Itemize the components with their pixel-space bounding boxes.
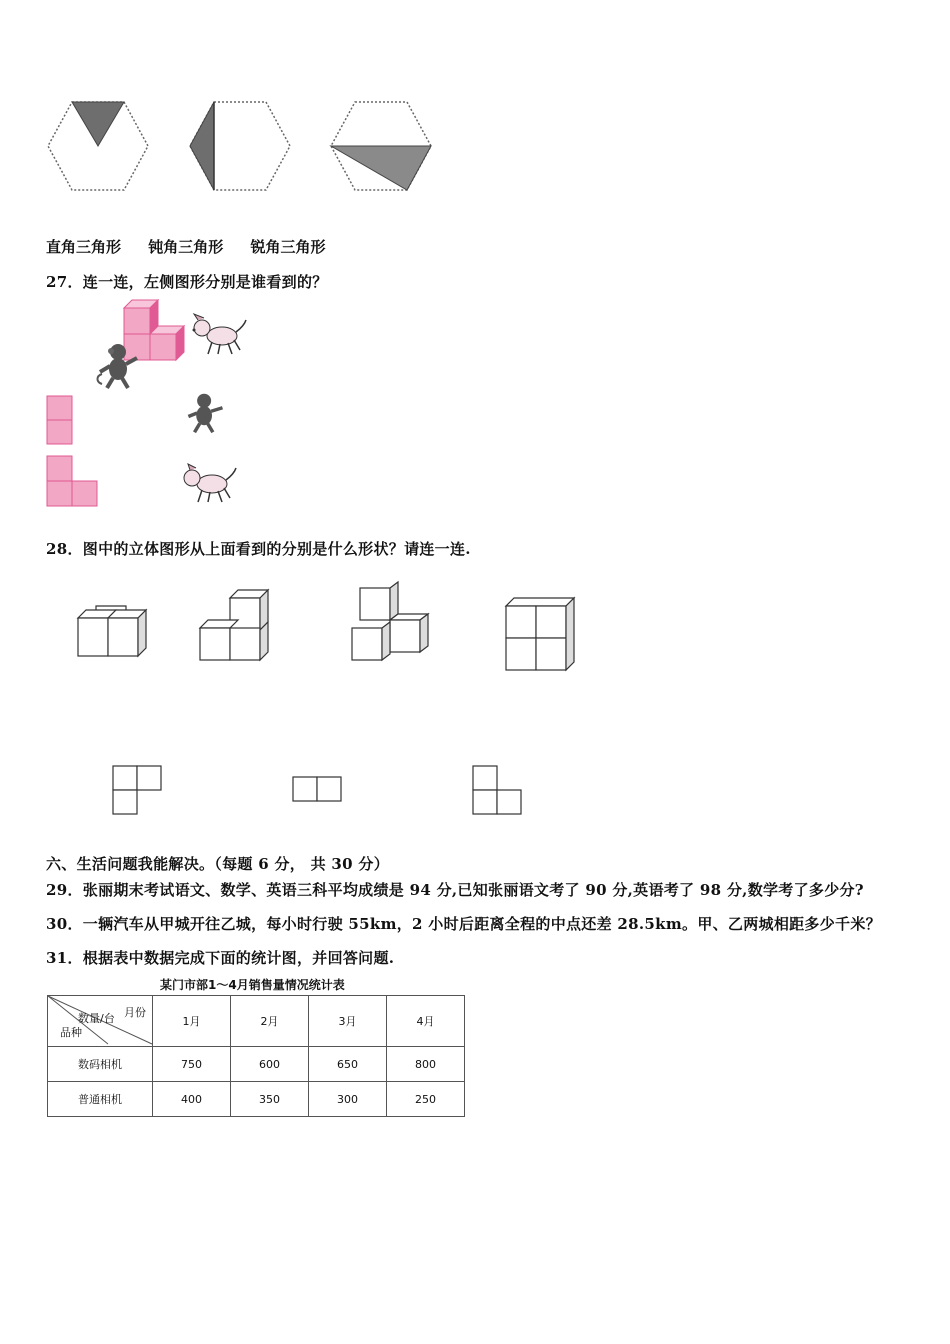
label-obtuse-triangle: 钝角三角形	[148, 238, 224, 256]
hexagon-right-triangle-figure	[46, 100, 150, 192]
row-label: 数码相机	[48, 1047, 153, 1082]
solid-figure-4	[504, 596, 580, 672]
table-cell: 650	[309, 1047, 387, 1082]
corner-month-label: 月份	[124, 1006, 146, 1019]
hexagon-acute-triangle-figure	[329, 100, 433, 192]
table-title: 某门市部1～4月销售量情况统计表	[160, 978, 345, 992]
top-view-option-3	[472, 765, 524, 815]
corner-qty-label: 数量/台	[78, 1012, 115, 1025]
view-vertical-two-squares	[46, 395, 74, 445]
q31-text: 31．根据表中数据完成下面的统计图，并回答问题.	[46, 949, 395, 967]
view-l-shape-squares	[46, 455, 100, 507]
q27-text: 27．连一连，左侧图形分别是谁看到的？	[46, 273, 328, 291]
q29-text: 29．张丽期末考试语文、数学、英语三科平均成绩是 94 分,已知张丽语文考了 90 分,英语考了 98 分,数学考了多少分?	[46, 881, 864, 899]
solid-figure-2	[198, 586, 272, 664]
monkey-icon-option	[182, 392, 228, 434]
solid-figure-1	[76, 604, 150, 660]
top-view-option-1	[112, 765, 164, 815]
q30-text: 30．一辆汽车从甲城开往乙城，每小时行驶 55km，2 小时后距离全程的中点还差 28.5km。甲、乙两城相距多少千米？	[46, 915, 881, 933]
hexagon-obtuse-triangle-figure	[188, 100, 292, 192]
table-cell: 750	[153, 1047, 231, 1082]
monkey-icon	[94, 342, 140, 390]
month-header: 4月	[387, 996, 465, 1047]
table-cell: 250	[387, 1082, 465, 1117]
q28-text: 28．图中的立体图形从上面看到的分别是什么形状？请连一连.	[46, 540, 471, 558]
table-cell: 400	[153, 1082, 231, 1117]
dog-icon-option	[180, 462, 240, 506]
month-header: 1月	[153, 996, 231, 1047]
corner-kind-label: 品种	[60, 1026, 82, 1039]
table-cell: 600	[231, 1047, 309, 1082]
table-cell: 350	[231, 1082, 309, 1117]
dog-icon	[190, 312, 250, 356]
section6-heading: 六、生活问题我能解决。（每题 6 分， 共 30 分）	[46, 855, 390, 873]
table-row	[48, 1047, 465, 1082]
top-view-option-2	[292, 776, 344, 804]
label-acute-triangle: 锐角三角形	[250, 238, 326, 256]
table-cell: 300	[309, 1082, 387, 1117]
table-cell: 800	[387, 1047, 465, 1082]
triangle-labels	[46, 236, 348, 257]
table-row	[48, 1082, 465, 1117]
table-corner-cell	[48, 996, 153, 1047]
row-label: 普通相机	[48, 1082, 153, 1117]
solid-figure-3	[350, 582, 434, 664]
month-header: 3月	[309, 996, 387, 1047]
table-header-row	[48, 996, 465, 1047]
sales-stat-table	[47, 995, 465, 1117]
month-header: 2月	[231, 996, 309, 1047]
label-right-triangle: 直角三角形	[46, 238, 122, 256]
